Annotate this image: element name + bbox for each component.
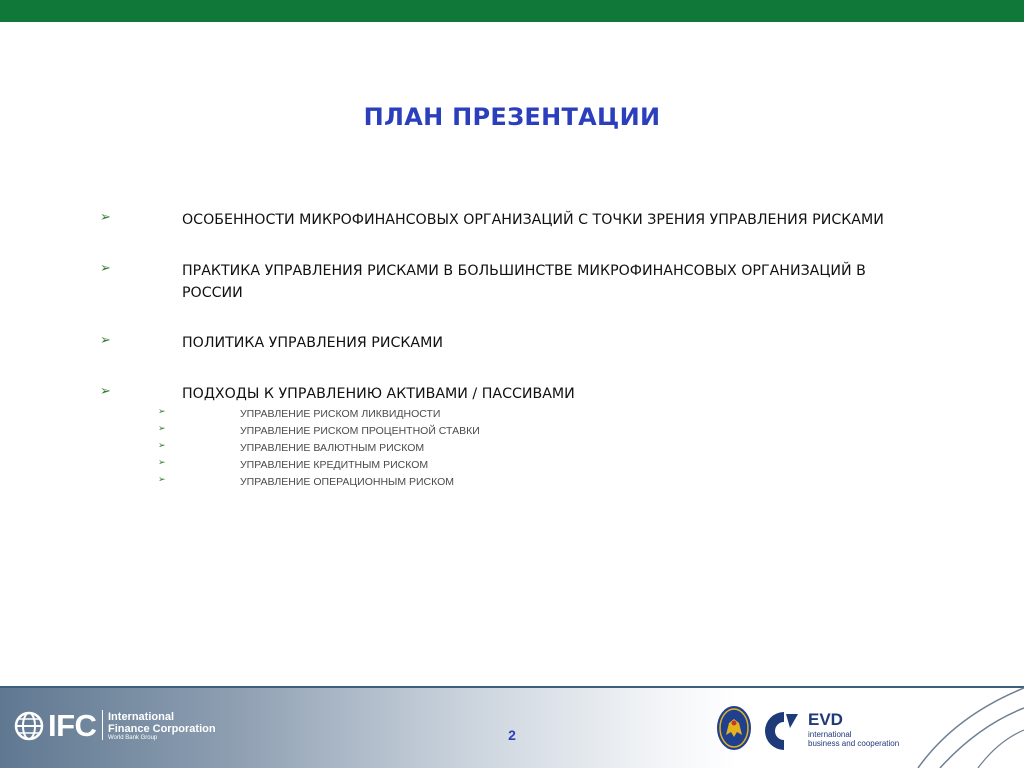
arrow-bullet-icon: ➢	[158, 441, 166, 451]
decorative-swoosh	[900, 686, 1024, 768]
lion-emblem-icon	[716, 705, 752, 751]
sub-bullet-text: УПРАВЛЕНИЕ КРЕДИТНЫМ РИСКОМ	[240, 459, 429, 471]
arrow-bullet-icon: ➢	[158, 407, 166, 417]
sub-bullet-text: УПРАВЛЕНИЕ РИСКОМ ЛИКВИДНОСТИ	[240, 408, 441, 420]
evd-tagline	[808, 730, 908, 748]
arrow-bullet-icon: ➢	[100, 333, 111, 348]
logo-divider	[102, 710, 103, 740]
globe-icon	[14, 711, 44, 741]
sub-bullet-text: УПРАВЛЕНИЕ РИСКОМ ПРОЦЕНТНОЙ СТАВКИ	[240, 425, 480, 437]
arrow-bullet-icon: ➢	[158, 475, 166, 485]
bullet-text: ПРАКТИКА УПРАВЛЕНИЯ РИСКАМИ В БОЛЬШИНСТВЕ МИКРОФИНАНСОВЫХ ОРГАНИЗАЦИЙ В РОССИИ	[182, 263, 866, 301]
evd-logo	[764, 710, 904, 756]
slide-title: ПЛАН ПРЕЗЕНТАЦИИ	[363, 103, 661, 131]
sub-bullet-text: УПРАВЛЕНИЕ ВАЛЮТНЫМ РИСКОМ	[240, 442, 425, 454]
ifc-logo	[14, 706, 234, 748]
evd-name: EVD	[808, 710, 843, 729]
evd-tagline-line: international	[808, 730, 852, 739]
page-number: 2	[508, 727, 516, 743]
ifc-name-line: International	[108, 711, 175, 723]
ifc-group-label: World Bank Group	[108, 735, 158, 741]
footer-divider	[0, 686, 1024, 688]
bullet-text: ПОДХОДЫ К УПРАВЛЕНИЮ АКТИВАМИ / ПАССИВАМИ	[182, 386, 575, 402]
arrow-bullet-icon: ➢	[100, 261, 111, 276]
ifc-name-line: Finance Corporation	[108, 723, 216, 735]
bullet-text: ПОЛИТИКА УПРАВЛЕНИЯ РИСКАМИ	[182, 335, 443, 351]
arrow-bullet-icon: ➢	[100, 210, 111, 225]
ifc-name	[108, 711, 216, 735]
arrow-bullet-icon: ➢	[158, 458, 166, 468]
arrow-bullet-icon: ➢	[158, 424, 166, 434]
ifc-letters: IFC	[48, 708, 97, 743]
bullet-text: ОСОБЕННОСТИ МИКРОФИНАНСОВЫХ ОРГАНИЗАЦИЙ С ТОЧКИ ЗРЕНИЯ УПРАВЛЕНИЯ РИСКАМИ	[182, 212, 884, 228]
arrow-bullet-icon: ➢	[100, 384, 111, 399]
evd-tagline-line: business and cooperation	[808, 739, 900, 748]
sub-bullet-text: УПРАВЛЕНИЕ ОПЕРАЦИОННЫМ РИСКОМ	[240, 476, 455, 488]
evd-mark-icon	[764, 710, 802, 752]
